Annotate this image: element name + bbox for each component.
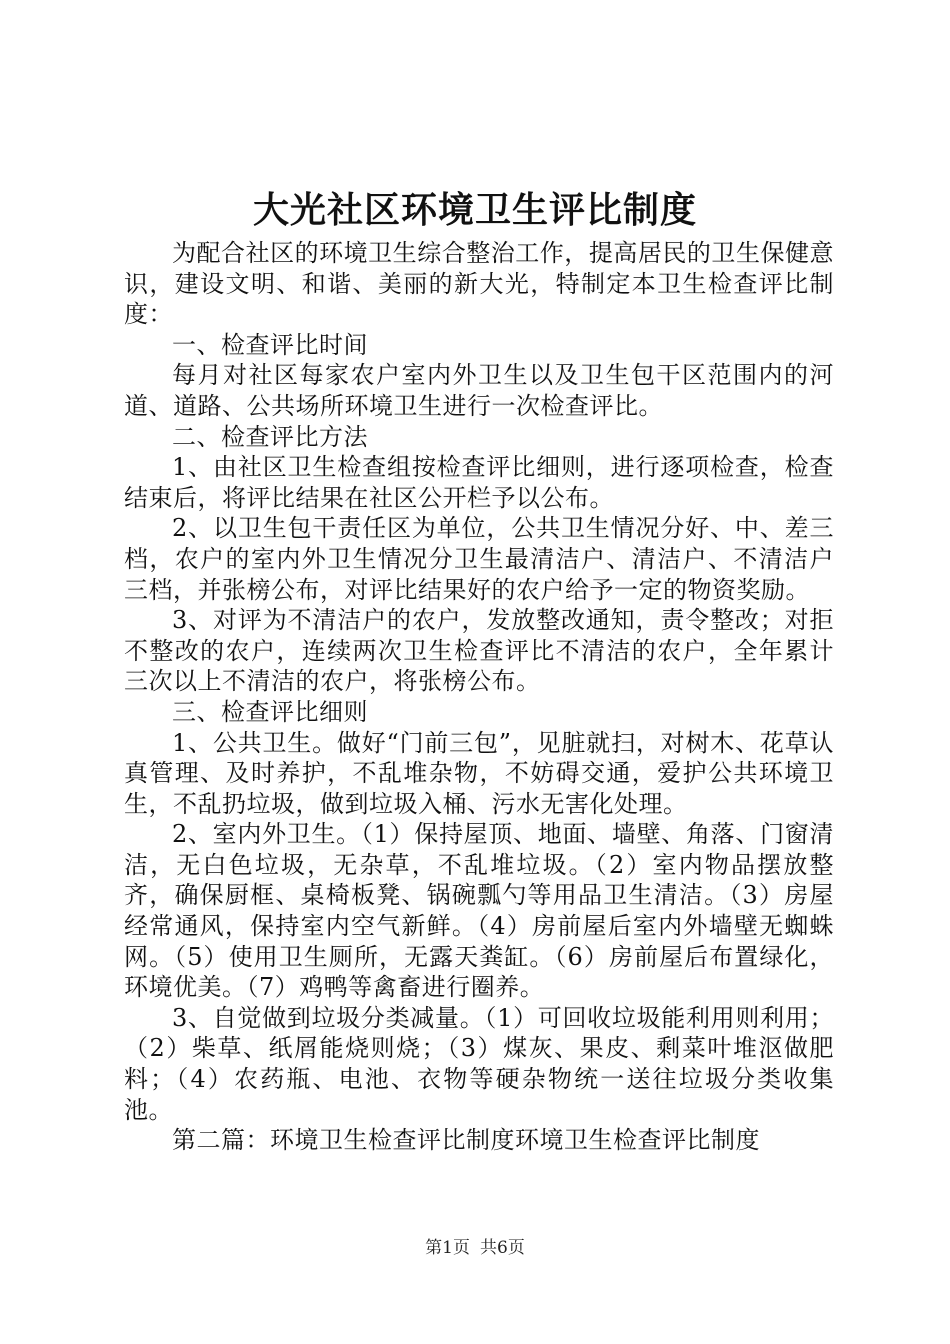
- paragraph-method-2: 2、以卫生包干责任区为单位，公共卫生情况分好、中、差三档，农户的室内外卫生情况分卫生最清洁户、清洁户、不清洁户三档，并张榜公布，对评比结果好的农户给予一定的物资奖励。: [124, 514, 834, 604]
- paragraph-method-1: 1、由社区卫生检查组按检查评比细则，进行逐项检查，检查结束后，将评比结果在社区公开栏予以公布。: [124, 453, 834, 512]
- next-article-heading: 第二篇：环境卫生检查评比制度环境卫生检查评比制度: [172, 1126, 760, 1155]
- paragraph-rule-3: 3、自觉做到垃圾分类减量。（1）可回收垃圾能利用则利用；（2）柴草、纸屑能烧则烧；（3）煤灰、果皮、剩菜叶堆沤做肥料；（4）农药瓶、电池、衣物等硬杂物统一送往垃圾分类收集池。: [124, 1003, 834, 1124]
- page-total: 共6页: [480, 1238, 525, 1258]
- document-title: 大光社区环境卫生评比制度: [252, 189, 697, 231]
- document-body: [124, 238, 834, 1156]
- paragraph-time: 每月对社区每家农户室内外卫生以及卫生包干区范围内的河道、道路、公共场所环境卫生进行一次检查评比。: [124, 361, 834, 420]
- paragraph-method-3: 3、对评为不清洁户的农户，发放整改通知，责令整改；对拒不整改的农户，连续两次卫生检查评比不清洁的农户，全年累计三次以上不清洁的农户，将张榜公布。: [124, 606, 834, 696]
- paragraph-rule-2: 2、室内外卫生。（1）保持屋顶、地面、墙壁、角落、门窗清洁，无白色垃圾，无杂草，不乱堆垃圾。（2）室内物品摆放整齐，确保厨框、桌椅板凳、锅碗瓢勺等用品卫生清洁。（3）房屋经常通风，保持室内空气新鲜。（4）房前屋后室内外墙壁无蜘蛛网。（5）使用卫生厕所，无露天粪缸。（6）房前屋后布置绿化，环境优美。（7）鸡鸭等禽畜进行圈养。: [124, 820, 834, 1002]
- paragraph-rule-1: 1、公共卫生。做好“门前三包”，见脏就扫，对树木、花草认真管理、及时养护，不乱堆杂物，不妨碍交通，爱护公共环境卫生，不乱扔垃圾，做到垃圾入桶、污水无害化处理。: [124, 728, 834, 818]
- section-heading-2: 二、检查评比方法: [172, 422, 368, 451]
- intro-paragraph: 为配合社区的环境卫生综合整治工作，提高居民的卫生保健意识，建设文明、和谐、美丽的新大光，特制定本卫生检查评比制度：: [124, 239, 834, 329]
- page-number: 第1页: [425, 1238, 470, 1258]
- section-heading-1: 一、检查评比时间: [172, 330, 368, 359]
- page-footer: [0, 1236, 950, 1260]
- section-heading-3: 三、检查评比细则: [172, 697, 368, 726]
